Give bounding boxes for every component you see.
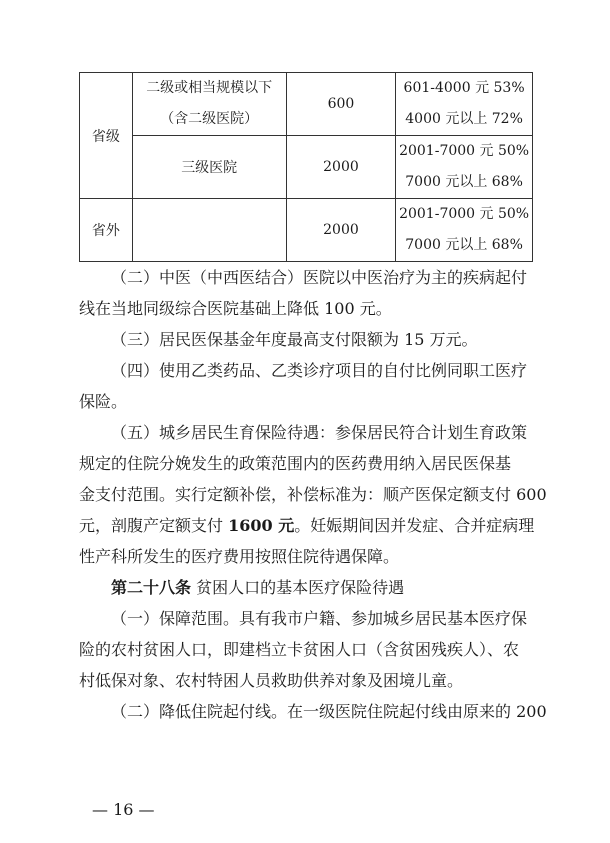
rate-line: 7000 元以上 68% [405, 237, 523, 253]
paragraph-line [79, 510, 535, 541]
page-number: — 16 — [92, 800, 155, 819]
level-cell: 三级医院 [132, 136, 286, 199]
rate-line: 601-4000 元 53% [403, 80, 525, 96]
region-cell: 省级 [80, 73, 133, 199]
region-cell: 省外 [80, 199, 133, 262]
amount-bold: 1600 元 [228, 516, 295, 535]
body-text [79, 262, 547, 727]
article-text: 贫困人口的基本医疗保险待遇 [191, 578, 405, 597]
paragraph-line: （三）居民医保基金年度最高支付限额为 15 万元。 [111, 330, 478, 349]
paragraph-line: （二）降低住院起付线。在一级医院住院起付线由原来的 200 [111, 702, 547, 721]
paragraph-line: （五）城乡居民生育保险待遇：参保居民符合计划生育政策 [111, 423, 528, 442]
article-title: 第二十八条 [111, 578, 192, 597]
paragraph-line: 金支付范围。实行定额补偿，补偿标准为：顺产医保定额支付 600 [79, 485, 547, 504]
paragraph-line: 保险。 [79, 392, 128, 411]
table-row [80, 136, 533, 199]
rate-line: 2001-7000 元 50% [399, 206, 530, 222]
paragraph-line: 规定的住院分娩发生的政策范围内的医药费用纳入居民医保基 [79, 454, 512, 473]
rate-line: 7000 元以上 68% [405, 174, 523, 190]
base-cell: 2000 [286, 136, 395, 199]
paragraph-line: 线在当地同级综合医院基础上降低 100 元。 [79, 299, 392, 318]
base-cell: 2000 [286, 199, 395, 262]
level-line: 二级或相当规模以下 [146, 80, 273, 96]
paragraph-line: （二）中医（中西医结合）医院以中医治疗为主的疾病起付 [111, 268, 528, 287]
paragraph-line: 性产科所发生的医疗费用按照住院待遇保障。 [79, 547, 400, 566]
text-run: 元，剖腹产定额支付 [79, 516, 229, 535]
table-row [80, 73, 533, 136]
text-run: 。妊娠期间因并发症、合并症病理 [294, 516, 535, 535]
rate-line: 2001-7000 元 50% [399, 143, 530, 159]
rate-table [79, 72, 533, 262]
level-line: （含二级医院） [160, 111, 259, 127]
article-heading [79, 572, 531, 603]
rate-line: 4000 元以上 72% [405, 111, 523, 127]
level-cell [132, 199, 286, 262]
paragraph-line: 险的农村贫困人口，即建档立卡贫困人口（含贫困残疾人）、农 [79, 640, 520, 659]
table-row [80, 199, 533, 262]
rate-cell [396, 136, 533, 199]
rate-cell [396, 199, 533, 262]
level-cell [132, 73, 286, 136]
paragraph-line: （四）使用乙类药品、乙类诊疗项目的自付比例同职工医疗 [111, 361, 528, 380]
paragraph-line: （一）保障范围。具有我市户籍、参加城乡居民基本医疗保 [111, 609, 528, 628]
rate-cell [396, 73, 533, 136]
paragraph-line: 村低保对象、农村特困人员救助供养对象及困境儿童。 [79, 671, 464, 690]
base-cell: 600 [286, 73, 395, 136]
